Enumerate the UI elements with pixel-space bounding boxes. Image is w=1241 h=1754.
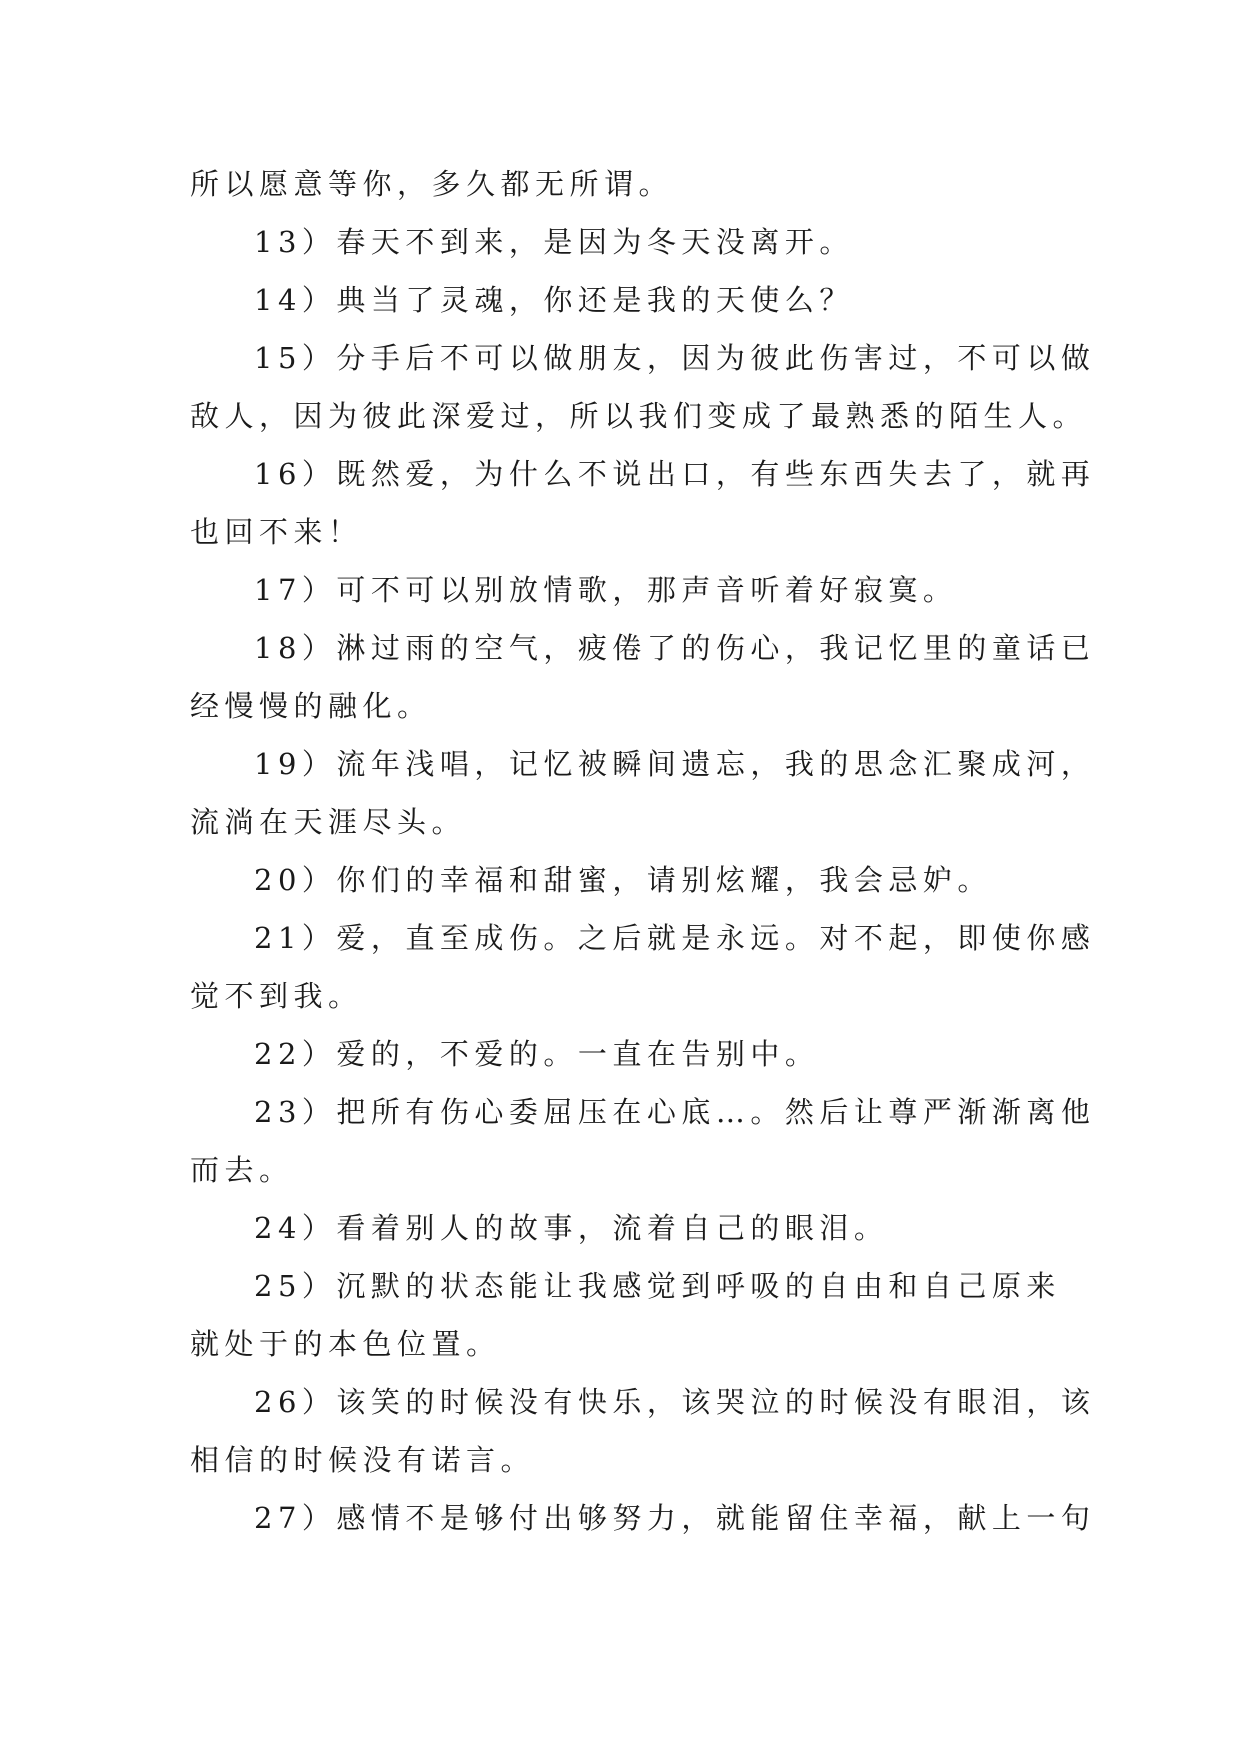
text-line: 25）沉默的状态能让我感觉到呼吸的自由和自己原来 xyxy=(254,1269,1061,1303)
text-line: 相信的时候没有诺言。 xyxy=(190,1443,536,1477)
text-line: 22）爱的，不爱的。一直在告别中。 xyxy=(254,1037,820,1071)
text-line: 26）该笑的时候没有快乐，该哭泣的时候没有眼泪，该 xyxy=(254,1385,1096,1419)
text-line: 17）可不可以别放情歌，那声音听着好寂寞。 xyxy=(254,573,958,607)
text-line: 16）既然爱，为什么不说出口，有些东西失去了，就再 xyxy=(254,457,1096,491)
text-line: 24）看着别人的故事，流着自己的眼泪。 xyxy=(254,1211,889,1245)
text-line: 14）典当了灵魂，你还是我的天使么？ xyxy=(254,283,854,317)
document-body xyxy=(190,155,1096,1547)
text-line: 19）流年浅唱，记忆被瞬间遗忘，我的思念汇聚成河， xyxy=(254,747,1096,781)
text-line: 15）分手后不可以做朋友，因为彼此伤害过，不可以做 xyxy=(254,341,1096,375)
text-line: 经慢慢的融化。 xyxy=(190,689,432,723)
text-line: 觉不到我。 xyxy=(190,979,363,1013)
text-line: 所以愿意等你，多久都无所谓。 xyxy=(190,167,674,201)
text-line: 13）春天不到来，是因为冬天没离开。 xyxy=(254,225,854,259)
text-line: 就处于的本色位置。 xyxy=(190,1327,501,1361)
text-line: 20）你们的幸福和甜蜜，请别炫耀，我会忌妒。 xyxy=(254,863,992,897)
text-line: 21）爱，直至成伤。之后就是永远。对不起，即使你感 xyxy=(254,921,1096,955)
text-line: 而去。 xyxy=(190,1153,294,1187)
text-line: 18）淋过雨的空气，疲倦了的伤心，我记忆里的童话已 xyxy=(254,631,1096,665)
text-line: 敌人，因为彼此深爱过，所以我们变成了最熟悉的陌生人。 xyxy=(190,399,1088,433)
text-line: 流淌在天涯尽头。 xyxy=(190,805,467,839)
text-line: 也回不来！ xyxy=(190,515,363,549)
text-line: 27）感情不是够付出够努力，就能留住幸福，献上一句 xyxy=(254,1501,1096,1535)
text-line: 23）把所有伤心委屈压在心底…。然后让尊严渐渐离他 xyxy=(254,1095,1096,1129)
